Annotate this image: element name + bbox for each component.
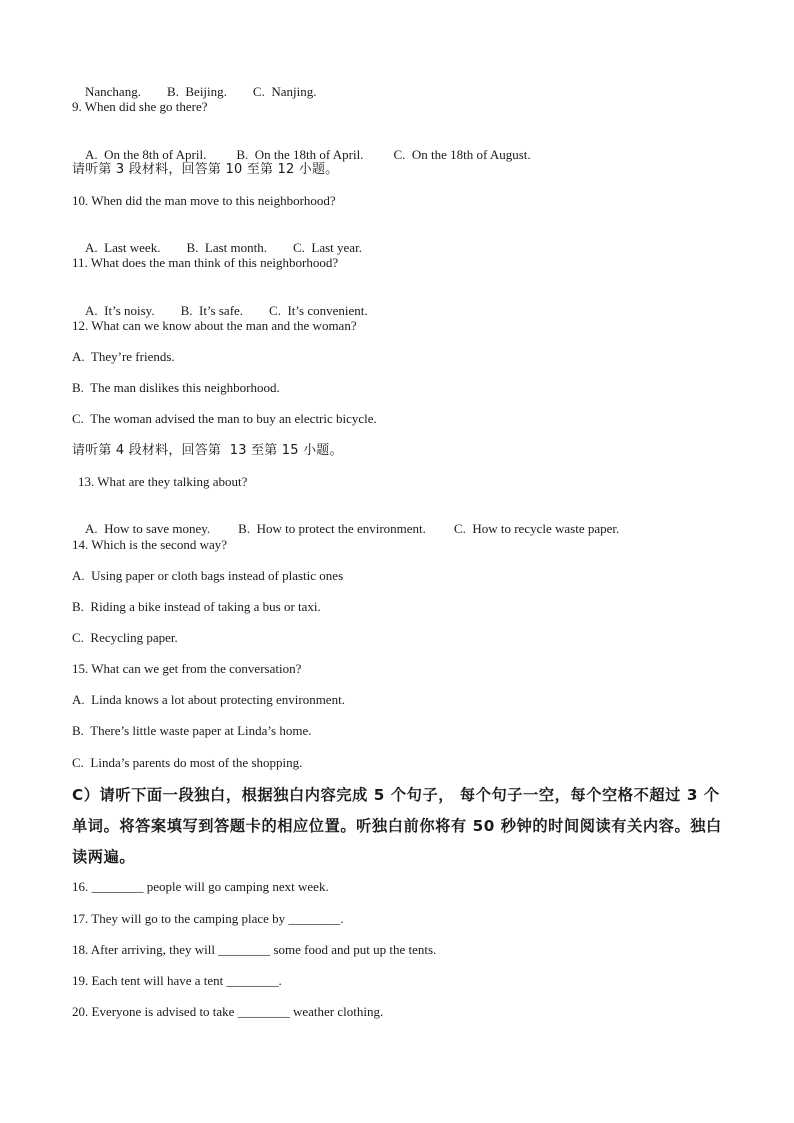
q13-question: 13. What are they talking about? <box>78 474 248 489</box>
q14-question: 14. Which is the second way? <box>72 537 227 552</box>
q15-question: 15. What can we get from the conversation? <box>72 661 302 676</box>
q10-option-b: B. Last month. <box>186 240 267 255</box>
q8-option-a: Nanchang. <box>85 84 141 99</box>
fill-in-17: 17. They will go to the camping place by ________. <box>72 911 344 926</box>
q10-option-c: C. Last year. <box>292 240 362 255</box>
fill-in-19: 19. Each tent will have a tent ________. <box>72 973 282 988</box>
q13-option-b: B. How to protect the environment. <box>238 521 426 536</box>
q8-option-c: C. Nanjing. <box>252 84 317 99</box>
q12-option-b: B. The man dislikes this neighborhood. <box>72 380 280 395</box>
q14-option-a: A. Using paper or cloth bags instead of plastic ones <box>72 568 344 583</box>
q14-option-b: B. Riding a bike instead of taking a bus or taxi. <box>72 599 321 614</box>
q9-option-b: B. On the 18th of April. <box>236 147 364 162</box>
fill-in-16: 16. ________ people will go camping next week. <box>72 879 329 894</box>
q15-option-a: A. Linda knows a lot about protecting environment. <box>72 692 345 707</box>
q8-option-b: B. Beijing. <box>166 84 227 99</box>
fill-in-18: 18. After arriving, they will ________ some food and put up the tents. <box>72 942 437 957</box>
section4-instruction: 请听第 4 段材料，回答第 13 至第 15 小题。 <box>72 443 343 458</box>
section3-instruction: 请听第 3 段材料，回答第 10 至第 12 小题。 <box>72 162 339 177</box>
q10-question: 10. When did the man move to this neighborhood? <box>72 193 336 208</box>
q11-option-a: A. It’s noisy. <box>85 303 155 318</box>
q9-question: 9. When did she go there? <box>72 99 208 114</box>
q15-option-c: C. Linda’s parents do most of the shopping. <box>72 755 303 770</box>
q10-option-a: A. Last week. <box>85 240 161 255</box>
q11-question: 11. What does the man think of this neighborhood? <box>72 255 339 270</box>
q15-option-b: B. There’s little waste paper at Linda’s home. <box>72 723 312 738</box>
q12-option-a: A. They’re friends. <box>72 349 175 364</box>
fill-in-20: 20. Everyone is advised to take ________ weather clothing. <box>72 1004 384 1019</box>
q11-option-c: C. It’s convenient. <box>269 303 368 318</box>
q12-question: 12. What can we know about the man and the woman? <box>72 318 357 333</box>
q14-option-c: C. Recycling paper. <box>72 630 178 645</box>
q13-option-a: A. How to save money. <box>85 521 211 536</box>
q12-option-c: C. The woman advised the man to buy an electric bicycle. <box>72 411 377 426</box>
section-c-instruction: C）请听下面一段独白，根据独白内容完成 5 个句子， 每个句子一空，每个空格不超过 3 个单词。将答案填写到答题卡的相应位置。听独白前你将有 50 秒钟的时间阅读有关内容。独白读两遍。 <box>72 786 722 866</box>
q11-option-b: B. It’s safe. <box>180 303 244 318</box>
q13-option-c: C. How to recycle waste paper. <box>453 521 620 536</box>
q9-option-c: C. On the 18th of August. <box>393 147 531 162</box>
q9-option-a: A. On the 8th of April. <box>85 147 207 162</box>
